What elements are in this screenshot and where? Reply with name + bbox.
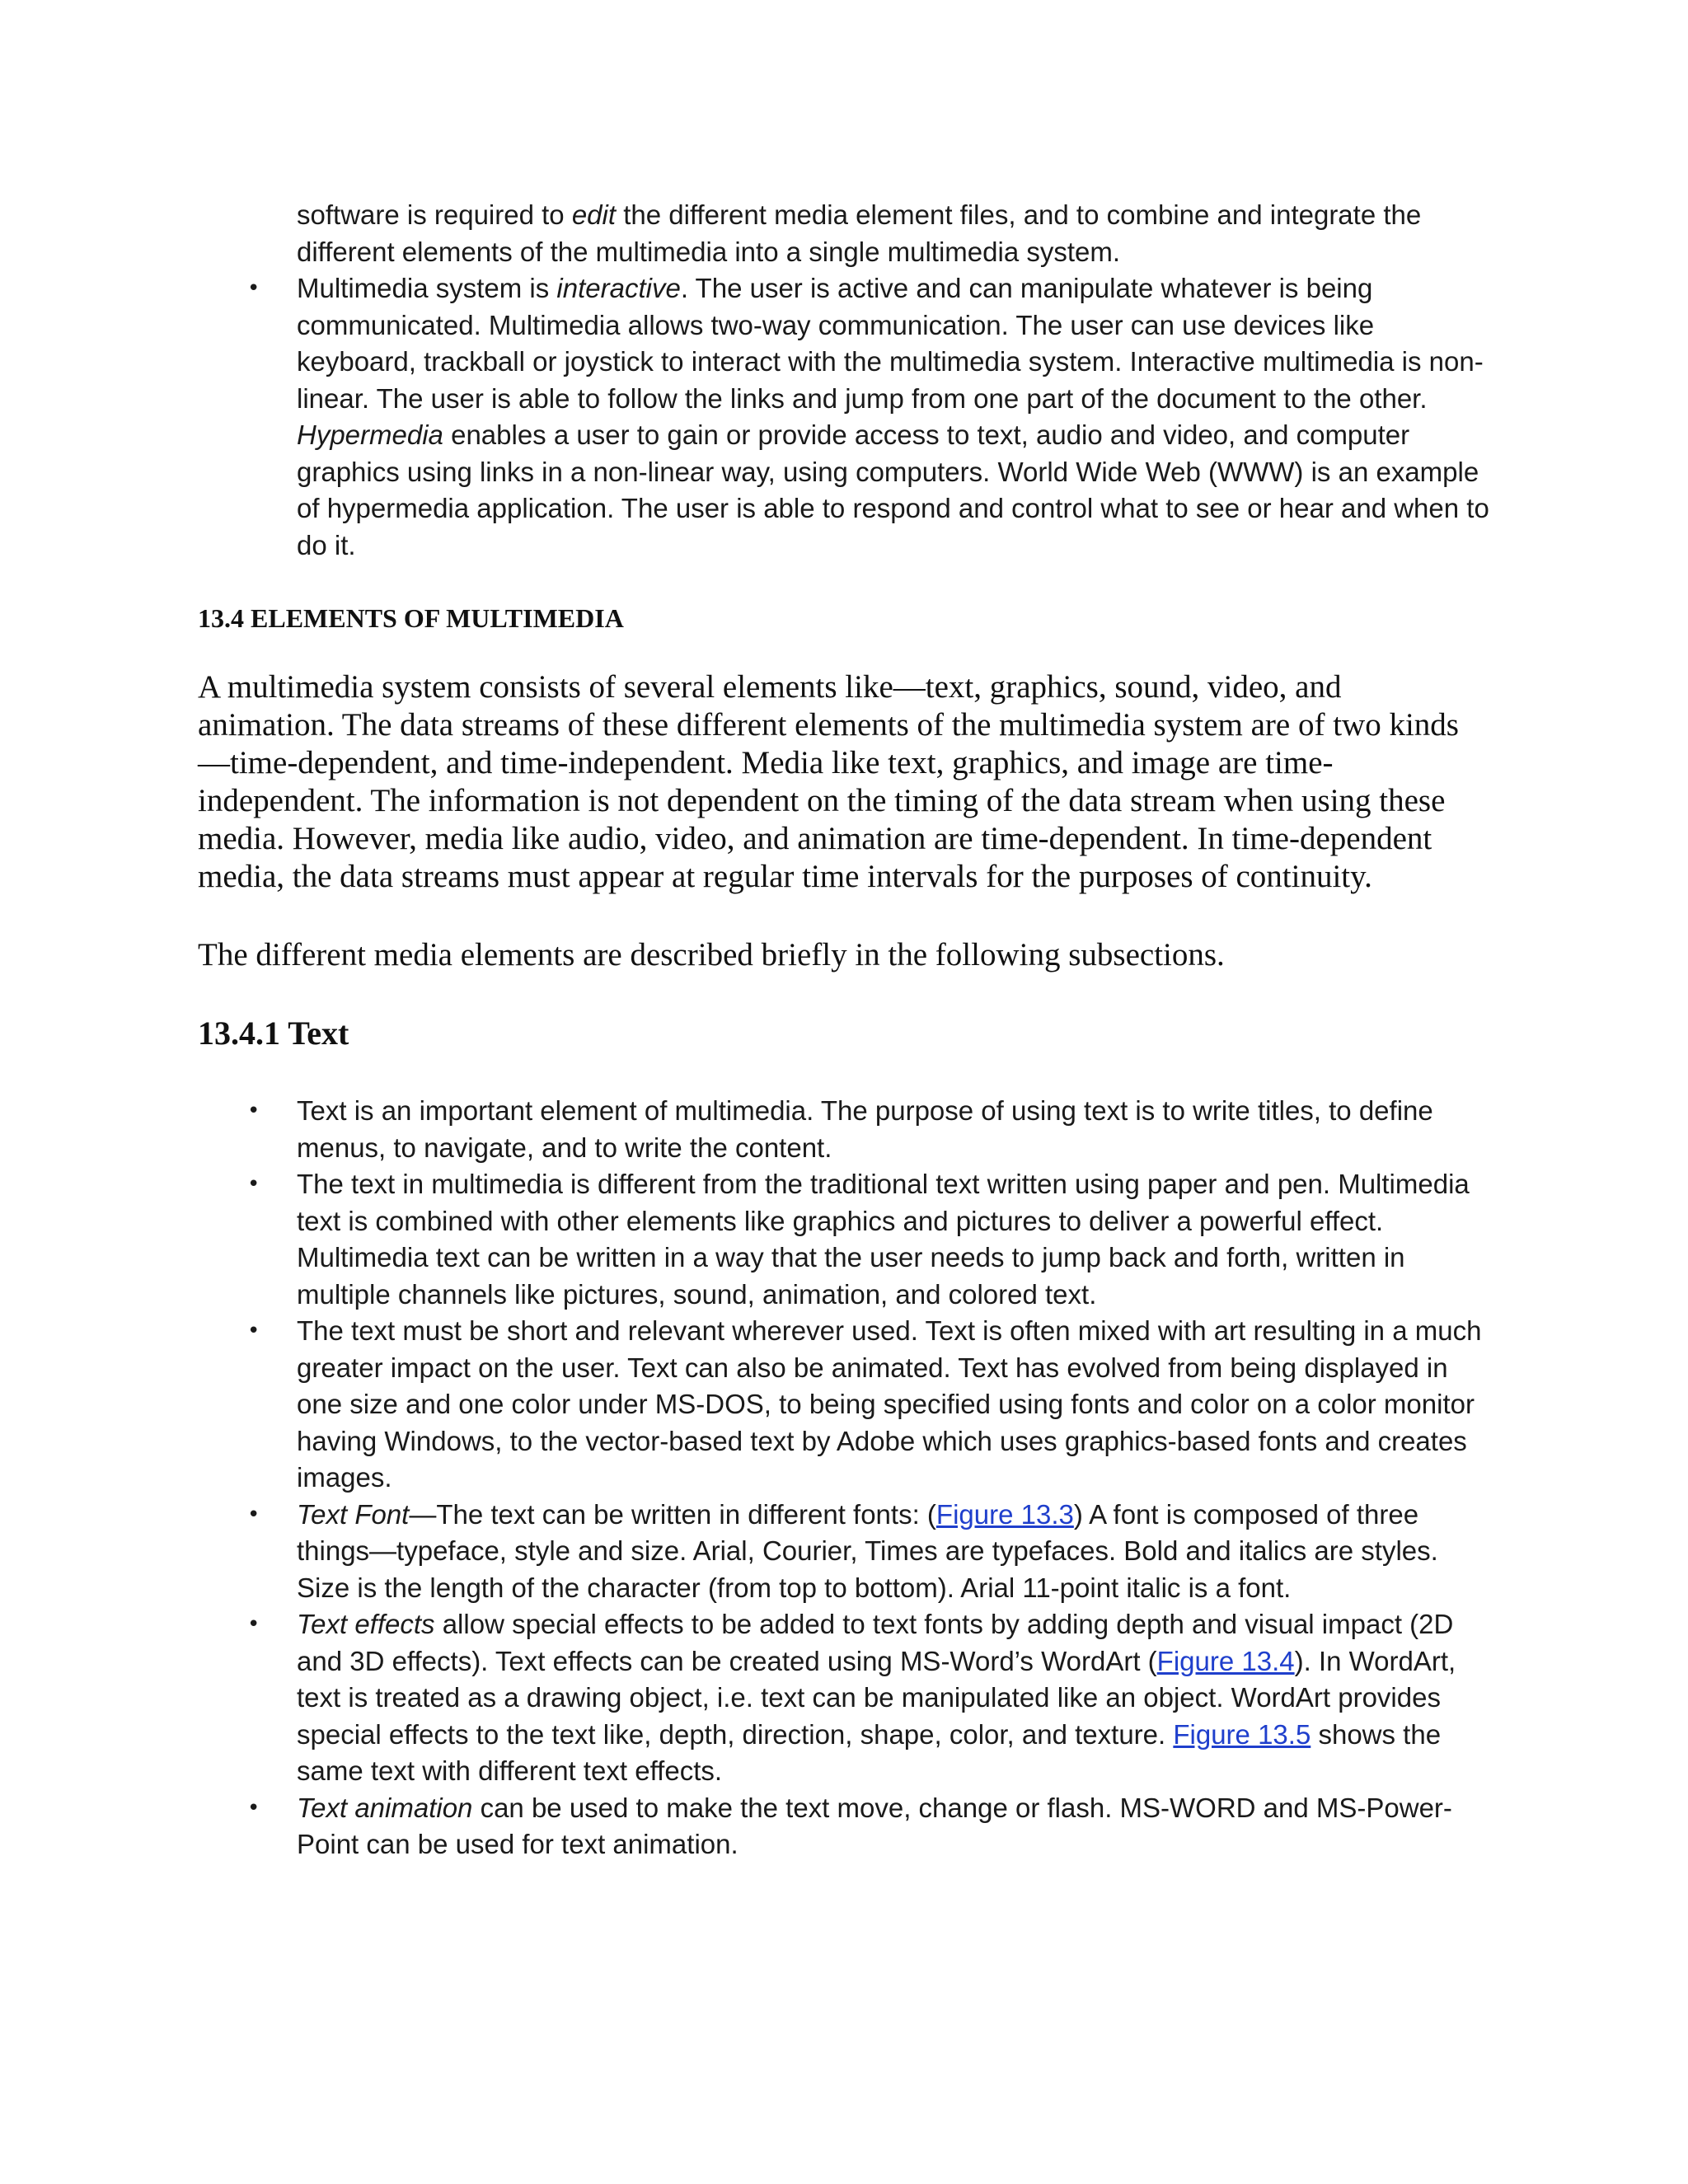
bullet-icon: •: [247, 1612, 260, 1637]
list-item: [0, 1313, 1492, 1497]
bullet-italic: Hypermedia: [297, 419, 443, 450]
bullet-icon: •: [247, 1502, 260, 1527]
bullet-text: allow special effects to be added to text fonts by adding depth and visual impact (2D and 3D effects). Text effects can be created using MS-Word’s WordArt (: [297, 1609, 1454, 1676]
continuation-paragraph: [297, 197, 1492, 270]
bullet-italic: Text animation: [297, 1792, 473, 1823]
bullet-text: . The user is active and can manipulate whatever is being communicated. Multimedia allows two-way communication. The user can use devices like keyboard, trackball or joystick to interact with the multimedia system. Interactive multimedia is non-linear. The user is able to follow the links and jump from one part of the document to the other.: [297, 273, 1484, 414]
bullet-text: ). In WordArt, text is treated as a drawing object, i.e. text can be manipulated like an object. WordArt provides special effects to the text like, depth, direction, shape, color, and texture.: [297, 1645, 1456, 1750]
list-item: [0, 270, 1492, 564]
bullet-text: —The text can be written in different fonts: (: [409, 1498, 936, 1530]
section-heading: 13.4 ELEMENTS OF MULTIMEDIA: [198, 603, 624, 633]
figure-13-4-link[interactable]: Figure 13.4: [1156, 1645, 1295, 1676]
bullet-text: can be used to make the text move, change or flash. MS-WORD and MS-Power-Point can be used for text animation.: [297, 1792, 1452, 1859]
bullet-text: shows the same text with different text effects.: [297, 1718, 1442, 1786]
list-item: [0, 1606, 1492, 1790]
bullet-icon: •: [247, 276, 260, 301]
bullet-icon: •: [247, 1099, 260, 1123]
figure-13-5-link[interactable]: Figure 13.5: [1173, 1718, 1311, 1750]
bullet-text: Multimedia system is: [297, 273, 557, 303]
bullet-italic: interactive: [556, 273, 681, 303]
text-bullet-list: [0, 1093, 1688, 1863]
continuation-text: software is required to: [297, 199, 572, 230]
bullet-italic: Text effects: [297, 1609, 435, 1639]
section-paragraph: A multimedia system consists of several elements like—text, graphics, sound, video, and animation. The data streams of these different elements of the multimedia system are of two kinds—time-dependent, and time-independent. Media like text, graphics, and image are time-independent. The information is not dependent on the timing of the data stream when using these media. However, media like audio, video, and animation are time-dependent. In time-dependent media, the data streams must appear at regular time intervals for the purposes of continuity.: [198, 669, 1459, 894]
bullet-icon: •: [247, 1319, 260, 1343]
interactive-bullet-list: [0, 270, 1688, 564]
bullet-icon: •: [247, 1172, 260, 1197]
bullet-italic: Text Font: [297, 1498, 410, 1530]
list-item: [0, 1166, 1492, 1313]
bullet-text: enables a user to gain or provide access to text, audio and video, and computer graphics using links in a non-linear way, using computers. World Wide Web (WWW) is an example of hypermedia application. The user is able to respond and control what to see or hear and when to do it.: [297, 419, 1489, 560]
bullet-text: ) A font is composed of three things—typeface, style and size. Arial, Courier, Times are typefaces. Bold and italics are styles. Size is the length of the character (from top to bottom). Arial 11-point italic is a font.: [297, 1498, 1438, 1603]
continuation-italic: edit: [571, 199, 617, 230]
list-item: [0, 1790, 1492, 1863]
list-item: [0, 1497, 1492, 1607]
section-paragraph-2: The different media elements are described briefly in the following subsections.: [198, 937, 1225, 972]
bullet-text: The text must be short and relevant wherever used. Text is often mixed with art resulting in a much greater impact on the user. Text can also be animated. Text has evolved from being displayed in one size and one color under MS-DOS, to being specified using fonts and color on a color monitor having Windows, to the vector-based text by Adobe which uses graphics-based fonts and creates images.: [297, 1315, 1482, 1493]
bullet-icon: •: [247, 1795, 260, 1821]
figure-13-3-link[interactable]: Figure 13.3: [935, 1498, 1074, 1530]
continuation-text-rest: the different media element files, and to combine and integrate the different elements of the multimedia into a single multimedia system.: [297, 199, 1422, 267]
bullet-text: The text in multimedia is different from the traditional text written using paper and pen. Multimedia text is combined with other elements like graphics and pictures to deliver a powerful effect. Multimedia text can be written in a way that the user needs to jump back and forth, written in multiple channels like pictures, sound, animation, and colored text.: [297, 1169, 1470, 1310]
subsection-heading: 13.4.1 Text: [198, 1015, 349, 1052]
bullet-text: Text is an important element of multimedia. The purpose of using text is to write titles, to define menus, to navigate, and to write the content.: [297, 1095, 1433, 1163]
list-item: [0, 1093, 1492, 1166]
